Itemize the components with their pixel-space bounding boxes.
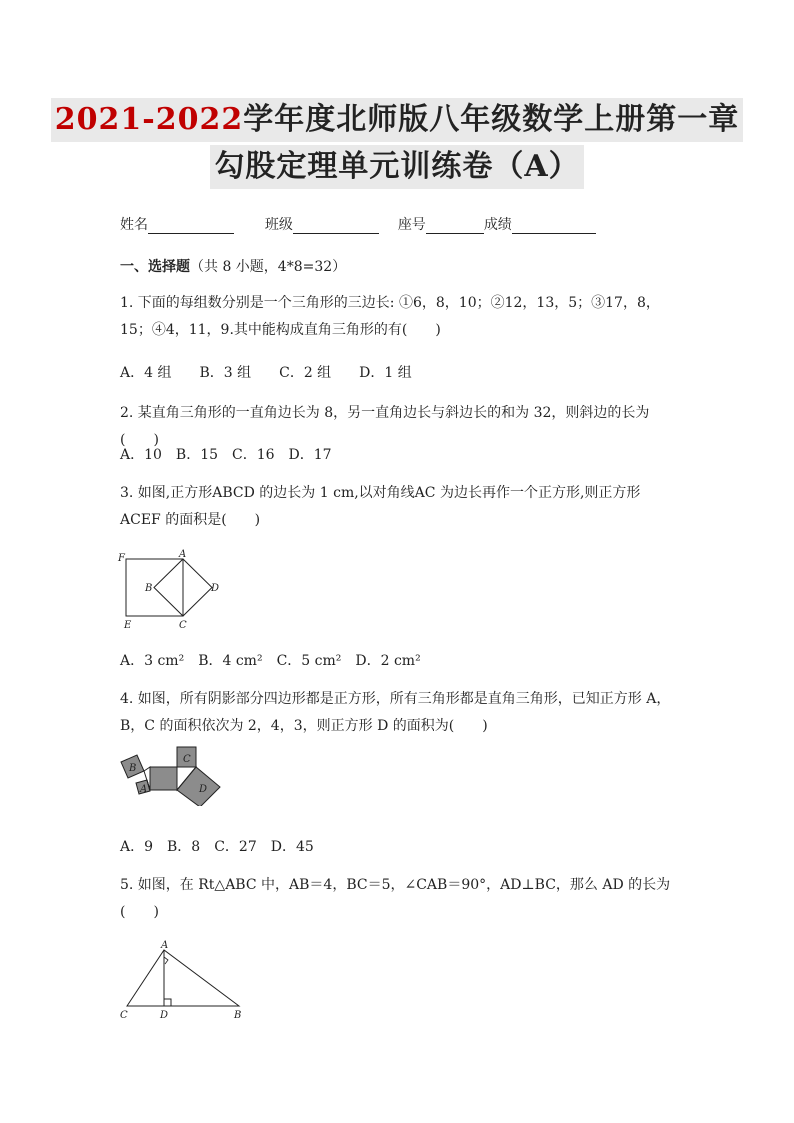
title-line-1 [0,98,794,142]
right-angle-d [164,999,171,1006]
label-b: B [234,1010,242,1021]
label-a: A [140,784,148,795]
seat-blank[interactable] [426,219,484,234]
label-d: D [160,1010,169,1021]
title-line1-rest: 学年度北师版八年级数学上册第一章 [243,102,740,137]
label-c: C [183,754,191,765]
question-4: 4. 如图，所有阴影部分四边形都是正方形，所有三角形都是直角三角形，已知正方形 A，B，C 的面积依次为 2，4，3，则正方形 D 的面积为( ) [120,691,671,734]
question-5: 5. 如图，在 Rt△ABC 中，AB＝4，BC＝5，∠CAB＝90°，AD⊥BC，那么 AD 的长为( ) [120,877,671,920]
label-b: B [145,583,153,594]
right-angle-a [164,957,168,964]
question-2-options: A．10 B．15 C．16 D．17 [120,447,332,463]
label-e: E [124,620,132,631]
name-label: 姓名 [120,217,148,233]
figure-squares-acef [116,548,226,632]
label-c: C [179,620,187,631]
question-1-options: A．4 组 B．3 组 C．2 组 D．1 组 [120,365,412,381]
label-b: B [129,763,137,774]
question-3: 3. 如图,正方形ABCD 的边长为 1 cm,以对角线AC 为边长再作一个正方形,则正方形 ACEF 的面积是( ) [120,485,641,528]
section-title: 一、选择题 [120,259,190,275]
score-blank[interactable] [512,219,596,234]
score-label: 成绩 [483,217,512,233]
figure-right-triangle [116,936,256,1022]
label-d: D [199,784,208,795]
student-info [120,214,596,234]
square-center [150,767,177,790]
page-subtitle: 勾股定理单元训练卷（A） [210,145,583,189]
page-title [51,98,743,142]
question-3-options: A．3 cm² B．4 cm² C．5 cm² D．2 cm² [120,653,421,669]
seat-label: 座号 [397,217,426,233]
figure-pythagoras-squares [116,740,228,806]
label-a: A [179,549,187,560]
question-4-options: A．9 B．8 C．27 D．45 [120,839,314,855]
label-f: F [118,553,125,564]
class-label: 班级 [264,217,293,233]
question-1: 1. 下面的每组数分别是一个三角形的三边长: ①6，8，10；②12，13，5；③17，8，15；④4，11，9.其中能构成直角三角形的有( ) [120,295,660,338]
name-blank[interactable] [148,219,234,234]
triangle-abc [127,950,239,1006]
label-c: C [120,1010,128,1021]
label-a: A [161,940,169,951]
section-note: （共 8 小题，4*8=32） [190,259,347,275]
class-blank[interactable] [293,219,379,234]
title-line-2 [0,145,794,189]
section-heading [120,256,346,276]
label-d: D [211,583,220,594]
title-year: 2021-2022 [54,102,244,137]
question-2: 2. 某直角三角形的一直角边长为 8，另一直角边长与斜边长的和为 32，则斜边的长为( ) [120,405,650,448]
